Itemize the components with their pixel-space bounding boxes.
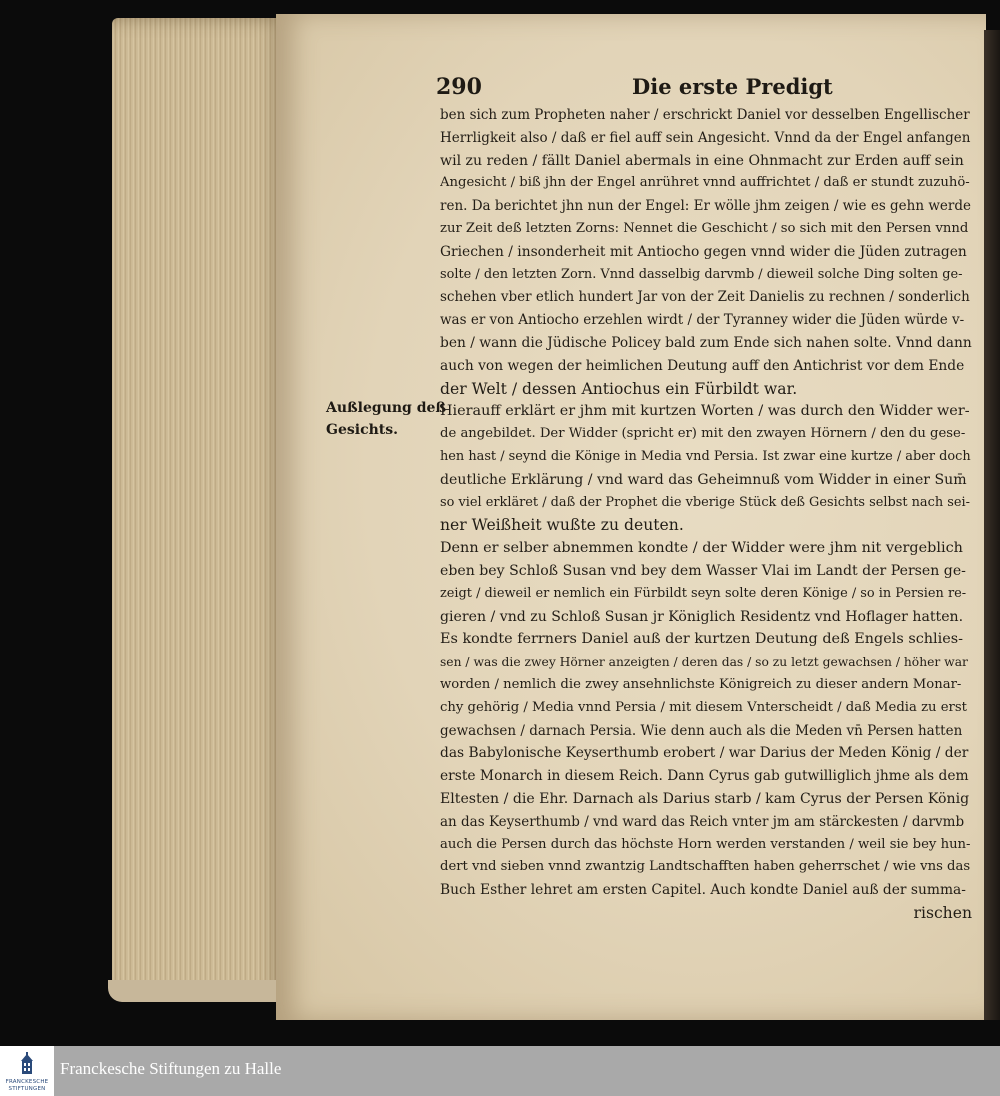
text-line: wil zu reden / fällt Daniel abermals in eine Ohnmacht zur Erden auff sein bbox=[440, 152, 964, 169]
text-line: erste Monarch in diesem Reich. Dann Cyrus gab gutwilliglich jhme als dem bbox=[440, 768, 969, 785]
footer-bar bbox=[0, 1046, 1000, 1096]
text-line: zeigt / dieweil er nemlich ein Fürbildt seyn solte deren Könige / so in Persien re- bbox=[440, 585, 967, 601]
text-line: deutliche Erklärung / vnd ward das Geheimnuß vom Widder in einer Sum̄ bbox=[440, 471, 967, 488]
logo-wordmark bbox=[0, 1079, 54, 1092]
margin-note bbox=[326, 397, 447, 441]
text-line: was er von Antiocho erzehlen wirdt / der Tyranney wider die Jüden würde v- bbox=[440, 312, 965, 329]
text-line: schehen vber etlich hundert Jar von der Zeit Danielis zu rechnen / sonderlich bbox=[440, 289, 970, 306]
text-line: Hierauff erklärt er jhm mit kurtzen Worten / was durch den Widder wer- bbox=[440, 403, 970, 420]
text-line: Denn er selber abnemmen kondte / der Widder were jhm nit vergeblich bbox=[440, 540, 963, 557]
text-line: Angesicht / biß jhn der Engel anrühret vnnd auffrichtet / daß er stundt zuzuhö- bbox=[440, 175, 970, 191]
text-line: ner Weißheit wußte zu deuten. bbox=[440, 516, 684, 535]
text-line: ren. Da berichtet jhn nun der Engel: Er wölle jhm zeigen / wie es gehn werde bbox=[440, 198, 971, 215]
text-line: auch die Persen durch das höchste Horn werden verstanden / weil sie bey hun- bbox=[440, 836, 971, 852]
text-line: Herrligkeit also / daß er fiel auff sein Angesicht. Vnnd da der Engel anfangen bbox=[440, 129, 971, 146]
text-line: Griechen / insonderheit mit Antiocho gegen vnnd wider die Jüden zutragen bbox=[440, 243, 967, 260]
text-line: zur Zeit deß letzten Zorns: Nennet die Geschicht / so sich mit den Persen vnnd bbox=[440, 220, 969, 236]
text-line: worden / nemlich die zwey ansehnlichste Königreich zu dieser andern Monar- bbox=[440, 676, 962, 692]
text-line: gewachsen / darnach Persia. Wie denn auch als die Meden vn̄ Persen hatten bbox=[440, 722, 963, 739]
text-line: Es kondte ferrners Daniel auß der kurtzen Deutung deß Engels schlies- bbox=[440, 631, 964, 648]
text-line: gieren / vnd zu Schloß Susan jr Königlich Residentz vnd Hoflager hatten. bbox=[440, 608, 964, 625]
logo-text-line: FRANCKESCHE bbox=[5, 1079, 49, 1085]
logo-text-line: STIFTUNGEN bbox=[8, 1085, 46, 1092]
page-header bbox=[436, 74, 976, 104]
orphanage-building-icon bbox=[19, 1052, 35, 1076]
text-line: eben bey Schloß Susan vnd bey dem Wasser Vlai im Landt der Persen ge- bbox=[440, 562, 966, 579]
text-line: an das Keyserthumb / vnd ward das Reich vnter jm am stärckesten / darvmb bbox=[440, 813, 965, 830]
text-line: auch von wegen der heimlichen Deutung auff den Antichrist vor dem Ende bbox=[440, 357, 965, 374]
text-line: der Welt / dessen Antiochus ein Fürbildt war. bbox=[440, 379, 798, 398]
page-number: 290 bbox=[436, 74, 482, 100]
institution-logo bbox=[0, 1046, 54, 1096]
text-line: hen hast / seynd die Könige in Media vnd Persia. Ist zwar eine kurtze / aber doch bbox=[440, 448, 971, 464]
text-line: chy gehörig / Media vnnd Persia / mit diesem Vnterscheidt / daß Media zu erst bbox=[440, 699, 967, 715]
text-line: Buch Esther lehret am ersten Capitel. Auch kondte Daniel auß der summa- bbox=[440, 882, 966, 899]
body-text bbox=[440, 104, 972, 925]
text-line: ben / wann die Jüdische Policey bald zum Ende sich nahen solte. Vnnd dann bbox=[440, 334, 972, 351]
running-head: Die erste Predigt bbox=[632, 74, 833, 99]
text-line: sen / was die zwey Hörner anzeigten / deren das / so zu letzt gewachsen / höher war bbox=[440, 655, 968, 670]
catchword: rischen bbox=[913, 903, 972, 922]
institution-name: Franckesche Stiftungen zu Halle bbox=[60, 1059, 282, 1078]
text-line: ben sich zum Propheten naher / erschrickt Daniel vor desselben Engellischer bbox=[440, 107, 970, 123]
margin-note-line: Gesichts. bbox=[326, 422, 398, 438]
page-edges bbox=[112, 18, 288, 1000]
text-line: Eltesten / die Ehr. Darnach als Darius starb / kam Cyrus der Persen König bbox=[440, 790, 970, 807]
text-line: so viel erkläret / daß der Prophet die vberige Stück deß Gesichts selbst nach sei- bbox=[440, 494, 970, 510]
gutter-shadow bbox=[984, 30, 1000, 1020]
text-line: dert vnd sieben vnnd zwantzig Landtschafften haben geherrschet / wie vns das bbox=[440, 859, 971, 875]
text-line: de angebildet. Der Widder (spricht er) mit den zwayen Hörnern / den du gese- bbox=[440, 426, 966, 442]
margin-note-line: Außlegung deß bbox=[326, 400, 447, 416]
text-line: das Babylonische Keyserthumb erobert / war Darius der Meden König / der bbox=[440, 745, 969, 762]
text-line: solte / den letzten Zorn. Vnnd dasselbig darvmb / dieweil solche Ding solten ge- bbox=[440, 266, 963, 282]
